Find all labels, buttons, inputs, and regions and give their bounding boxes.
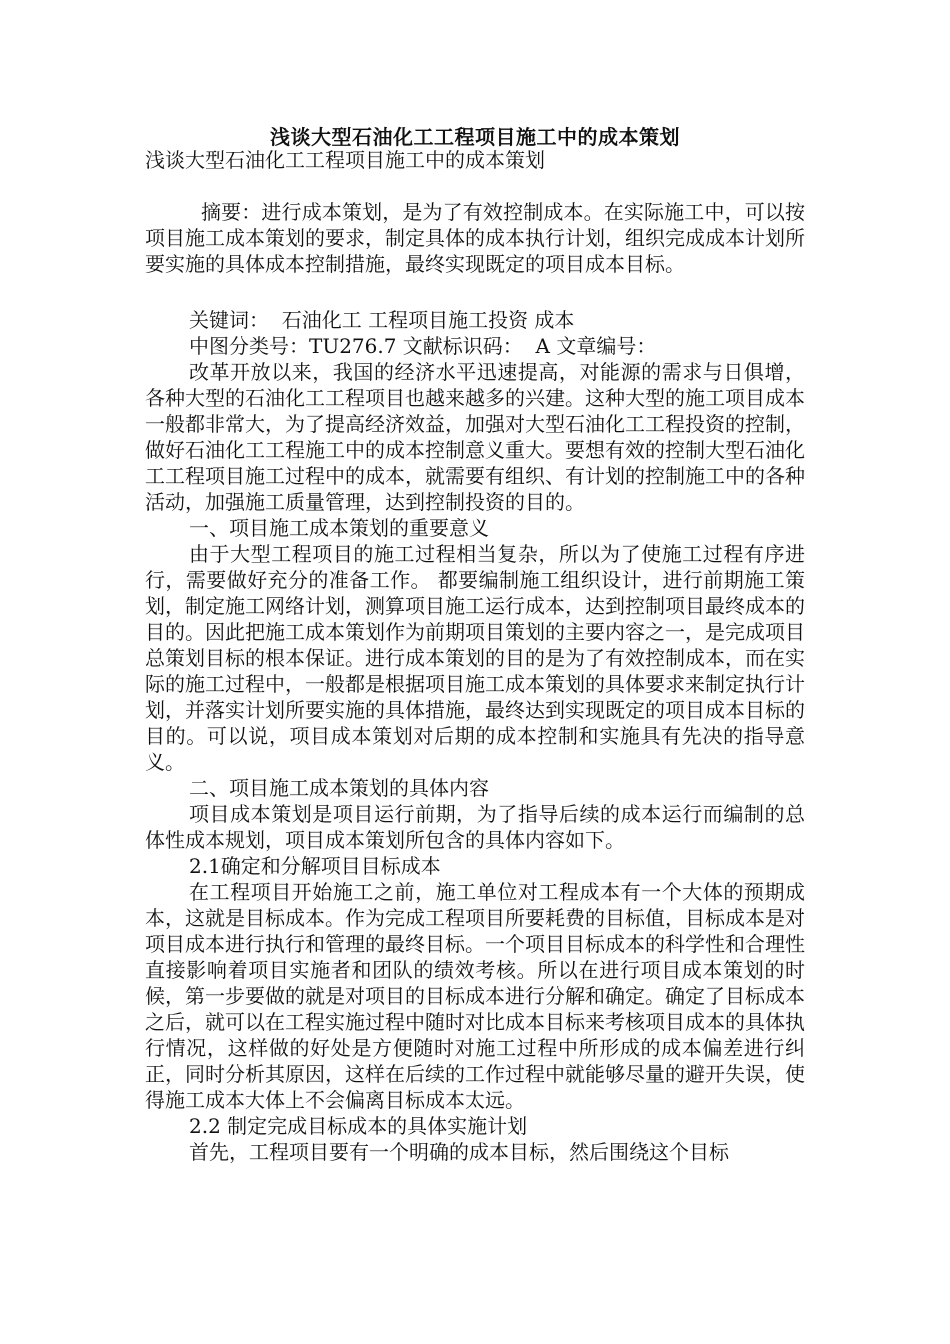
- body-paragraph-content: 项目成本策划是项目运行前期，为了指导后续的成本运行而编制的总体性成本规划，项目成本策划所包含的具体内容如下。: [145, 802, 805, 852]
- body-paragraph-plan: 首先，工程项目要有一个明确的成本目标，然后围绕这个目标: [189, 1140, 729, 1164]
- body-paragraph-target-cost: 在工程项目开始施工之前，施工单位对工程成本有一个大体的预期成本，这就是目标成本。作为完成工程项目所要耗费的目标值，目标成本是对项目成本进行执行和管理的最终目标。一个项目目标成本的科学性和合理性直接影响着项目实施者和团队的绩效考核。所以在进行项目成本策划的时候，第一步要做的就是对项目的目标成本进行分解和确定。确定了目标成本之后，就可以在工程实施过程中随时对比成本目标来考核项目成本的具体执行情况，这样做的好处是方便随时对施工过程中所形成的成本偏差进行纠正，同时分析其原因，这样在后续的工作过程中就能够尽量的避开失误，使得施工成本大体上不会偏离目标成本太远。: [145, 880, 805, 1112]
- section-heading-1: 一、项目施工成本策划的重要意义: [189, 516, 489, 540]
- spacer: [145, 277, 805, 307]
- document-body: [145, 147, 805, 1165]
- body-paragraph-intro: 改革开放以来，我国的经济水平迅速提高，对能源的需求与日俱增，各种大型的石油化工工程项目也越来越多的兴建。这种大型的施工项目成本一般都非常大，为了提高经济效益，加强对大型石油化工工程投资的控制，做好石油化工工程施工中的成本控制意义重大。要想有效的控制大型石油化工工程项目施工过程中的成本，就需要有组织、有计划的控制施工中的各种活动，加强施工质量管理，达到控制投资的目的。: [145, 360, 805, 514]
- classification-line: 中图分类号：TU276.7 文献标识码： A 文章编号：: [189, 334, 657, 358]
- document-subtitle: 浅谈大型石油化工工程项目施工中的成本策划: [145, 148, 545, 172]
- body-paragraph-significance: 由于大型工程项目的施工过程相当复杂，所以为了使施工过程有序进行，需要做好充分的准备工作。 都要编制施工组织设计，进行前期施工策划，制定施工网络计划，测算项目施工运行成本，达到控制项目最终成本的目的。因此把施工成本策划作为前期项目策划的主要内容之一，是完成项目总策划目标的根本保证。进行成本策划的目的是为了有效控制成本，而在实际的施工过程中，一般都是根据项目施工成本策划的具体要求来制定执行计划，并落实计划所要实施的具体措施，最终达到实现既定的项目成本目标的目的。可以说，项目成本策划对后期的成本控制和实施具有先决的指导意义。: [145, 542, 805, 774]
- spacer: [145, 173, 805, 199]
- subsection-heading-2-1: 2.1确定和分解项目目标成本: [189, 854, 441, 878]
- document-title: 浅谈大型石油化工工程项目施工中的成本策划: [270, 125, 680, 149]
- abstract-paragraph: 摘要：进行成本策划，是为了有效控制成本。在实际施工中，可以按项目施工成本策划的要求，制定具体的成本执行计划，组织完成成本计划所要实施的具体成本控制措施，最终实现既定的项目成本目标。: [145, 200, 805, 276]
- section-heading-2: 二、项目施工成本策划的具体内容: [189, 776, 489, 800]
- subsection-heading-2-2: 2.2 制定完成目标成本的具体实施计划: [189, 1114, 528, 1138]
- keywords-line: 关键词： 石油化工 工程项目施工投资 成本: [189, 308, 575, 332]
